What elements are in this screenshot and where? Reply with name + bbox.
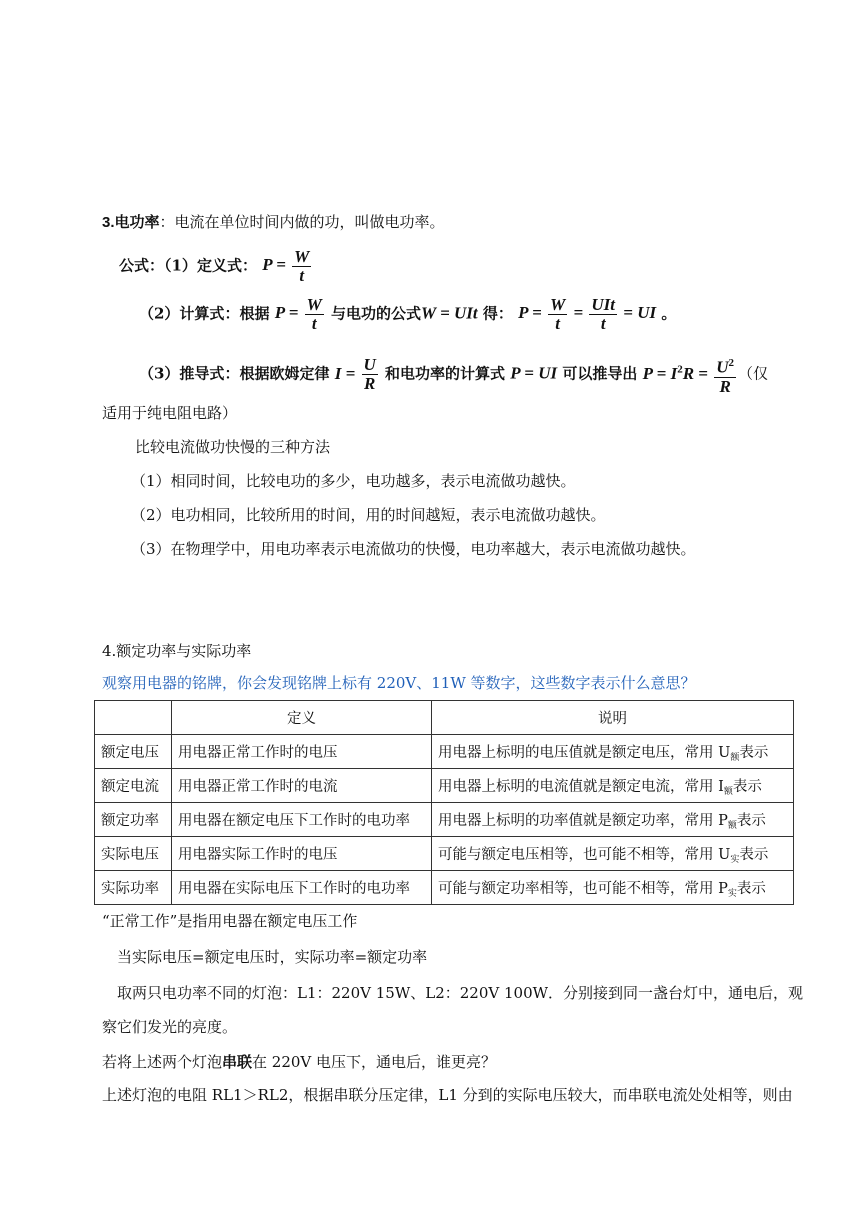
nameplate-question: 观察用电器的铭牌，你会发现铭牌上标有 220V、11W 等数字，这些数字表示什么意思？ [102, 674, 696, 692]
formula-calc-mid: 与电功的公式 [331, 304, 422, 323]
table-row [95, 735, 794, 769]
row-description: 用电器上标明的电流值就是额定电流，常用 $I_额$表示 [432, 769, 794, 803]
rated-actual-table [94, 700, 794, 905]
row-name: 实际功率 [95, 871, 172, 905]
row-definition: 用电器正常工作时的电流 [172, 769, 432, 803]
formula-power: P = UI [510, 363, 558, 383]
row-name: 实际电压 [95, 837, 172, 871]
row-definition: 用电器正常工作时的电压 [172, 735, 432, 769]
formula-derived-label: （3）推导式：根据欧姆定律 [139, 364, 330, 383]
table-header-cell [95, 701, 172, 735]
row-definition: 用电器在实际电压下工作时的电功率 [172, 871, 432, 905]
formula-definition-line [119, 248, 313, 285]
formula-derived-cont: 适用于纯电阻电路） [102, 404, 238, 422]
table-row [95, 837, 794, 871]
table-header-row [95, 701, 794, 735]
table-row [95, 769, 794, 803]
series-question: 若将上述两个灯泡串联在 220V 电压下，通电后，谁更亮？ [102, 1053, 497, 1071]
section3-definition: ：电流在单位时间内做的功，叫做电功率。 [159, 213, 445, 231]
method-1: （1）相同时间，比较电功的多少，电功越多，表示电流做功越快。 [131, 472, 576, 490]
formula-derived-result: $P = I^2R$ = $\frac{U^2}{R}$ [643, 364, 738, 383]
row-definition: 用电器实际工作时的电压 [172, 837, 432, 871]
method-2: （2）电功相同，比较所用的时间，用的时间越短，表示电流做功越快。 [131, 506, 606, 524]
row-name: 额定电压 [95, 735, 172, 769]
formula-derived-mid2: 可以推导出 [562, 364, 638, 383]
resistance-line: 上述灯泡的电阻 RL1＞RL2，根据串联分压定律，L1 分到的实际电压较大，而串联电流处处相等，则由 [102, 1086, 793, 1104]
table-row [95, 803, 794, 837]
formula-work: W = UIt [421, 303, 478, 323]
series-bold: 串联 [222, 1053, 253, 1071]
formula-calc-line: （2）计算式：根据 P = $\frac{W}{t}$ 与电功的公式W = UIt 得： P = $\frac{W}{t}$ = $\frac{\text{UIt}}{t}$ = UI 。 [139, 295, 677, 333]
row-description: 用电器上标明的功率值就是额定功率，常用 $P_额$表示 [432, 803, 794, 837]
row-description: 可能与额定电压相等，也可能不相等，常用 $U_实$表示 [432, 837, 794, 871]
formula-derived-tail: （仅 [738, 364, 769, 383]
row-name: 额定功率 [95, 803, 172, 837]
row-definition: 用电器在额定电压下工作时的电功率 [172, 803, 432, 837]
table-header-cell: 定义 [172, 701, 432, 735]
row-description: 用电器上标明的电压值就是额定电压，常用 $U_额$表示 [432, 735, 794, 769]
row-name: 额定电流 [95, 769, 172, 803]
formula-calc-get: 得： [482, 304, 513, 323]
compare-title: 比较电流做功快慢的三种方法 [135, 438, 331, 456]
bulbs-line-1: 取两只电功率不同的灯泡：L1：220V 15W、L2：220V 100W．分别接到同一盏台灯中，通电后，观 [117, 984, 804, 1002]
table-header-cell: 说明 [432, 701, 794, 735]
normal-work-note: “正常工作”是指用电器在额定电压工作 [102, 912, 358, 930]
formula-derived-line [139, 354, 768, 396]
formula-label: 公式：（1）定义式： [119, 256, 257, 275]
formula-calc-label: （2）计算式：根据 [139, 304, 270, 323]
formula-derived-mid: 和电功率的计算式 [385, 364, 506, 383]
section3-heading-line [102, 212, 445, 233]
equal-note: 当实际电压=额定电压时，实际功率=额定功率 [117, 948, 428, 966]
formula-calc-def: P = $\frac{W}{t}$ [274, 295, 322, 333]
section3-heading: 3.电功率 [102, 214, 160, 231]
method-3: （3）在物理学中，用电功率表示电流做功的快慢，电功率越大，表示电流做功越快。 [131, 540, 696, 558]
bulbs-line-2: 察它们发光的亮度。 [102, 1018, 238, 1036]
formula-calc-result: P = $\frac{W}{t}$ = $\frac{\text{UIt}}{t}$ = UI [518, 295, 657, 333]
formula-definition: P = $\frac{W}{t}$ [262, 247, 310, 285]
section4-heading: 4.额定功率与实际功率 [102, 642, 252, 660]
formula-ohm: I = $\frac{U}{R}$ [334, 355, 376, 394]
table-row [95, 871, 794, 905]
row-description: 可能与额定功率相等，也可能不相等，常用 $P_实$表示 [432, 871, 794, 905]
